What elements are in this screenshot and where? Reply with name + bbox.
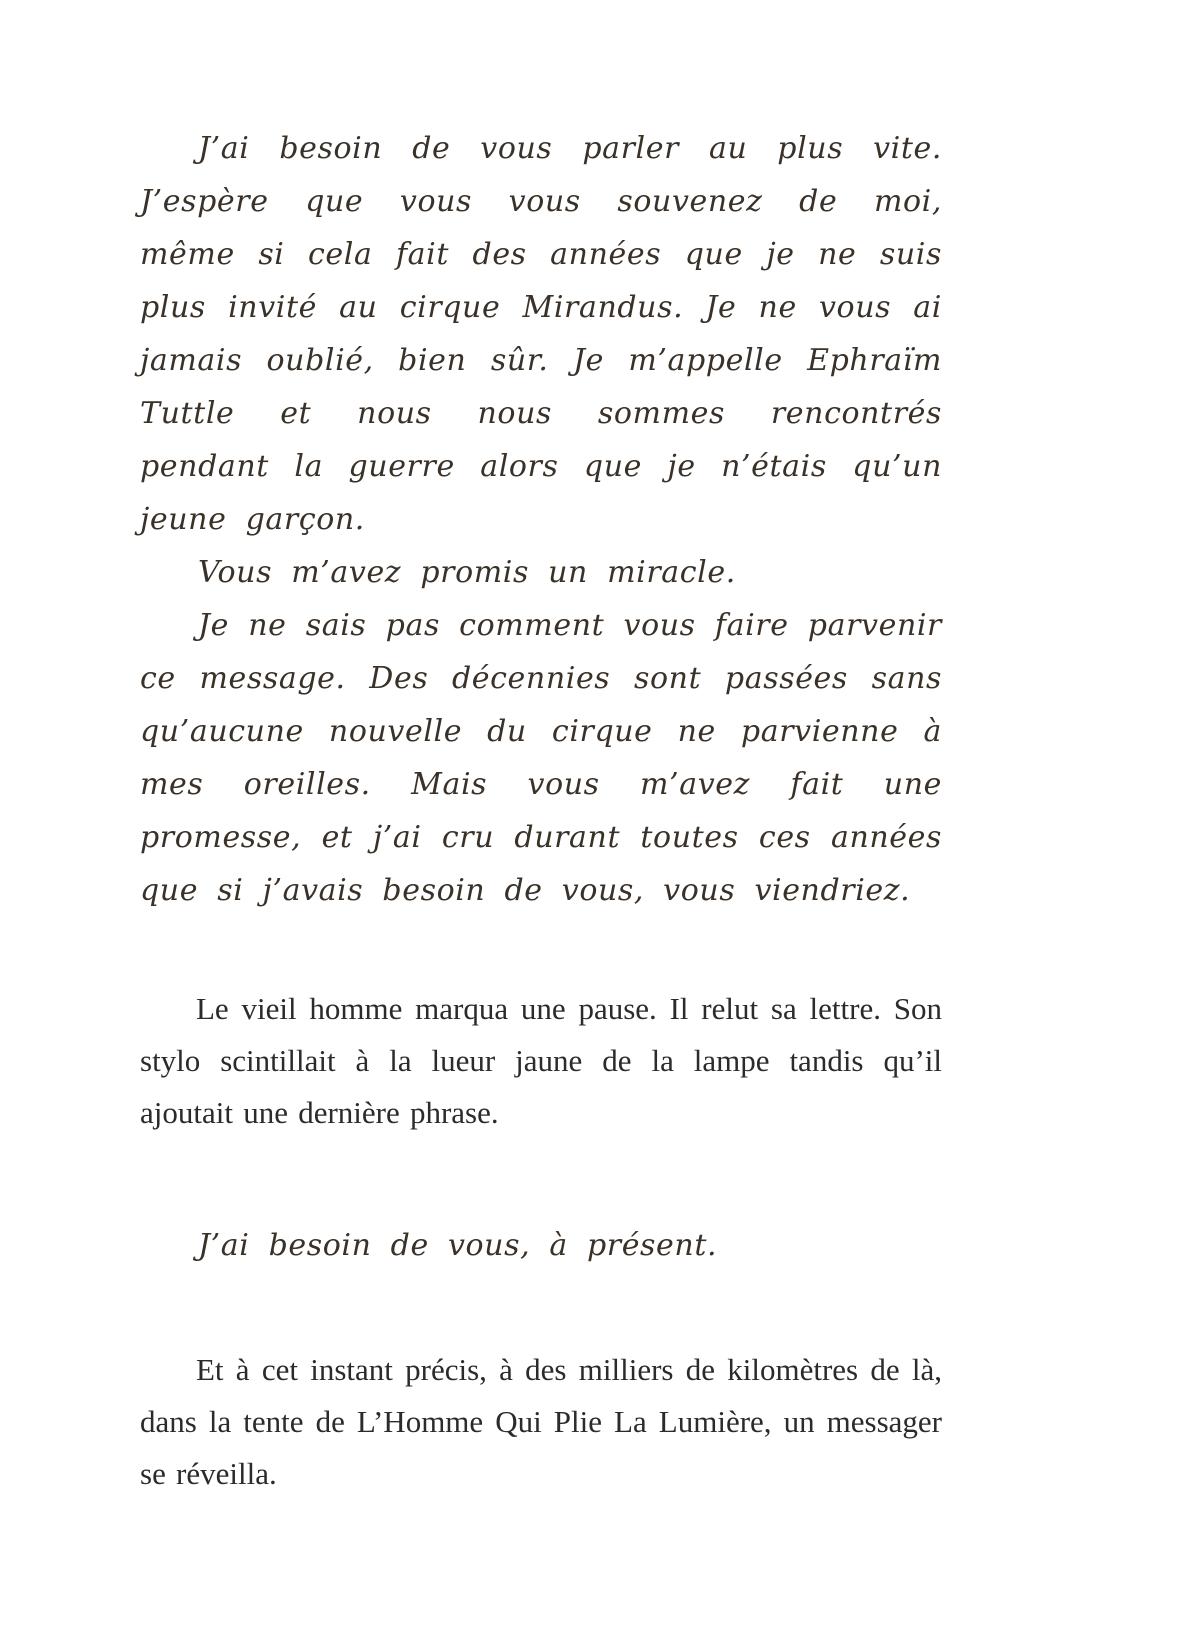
letter-paragraph: J’ai besoin de vous parler au plus vite. J’espère que vous vous souvenez de moi, même si cela fait des années que je ne suis plus invité au cirque Mirandus. Je ne vous ai jamais oublié, bien sûr. Je m’appelle Ephraïm Tuttle et nous nous sommes rencontrés pendant la guerre alors que je n’étais qu’un jeune garçon.	[140, 131, 942, 537]
narrative-paragraph: Le vieil homme marqua une pause. Il relut sa lettre. Son stylo scintillait à la lueur jaune de la lampe tandis qu’il ajoutait une dernière phrase.	[140, 991, 942, 1130]
letter-closing-line: J’ai besoin de vous, à présent.	[198, 1228, 718, 1263]
letter-paragraph: Vous m’avez promis un miracle.	[198, 555, 736, 590]
handwritten-letter	[140, 122, 942, 917]
letter-paragraph: Je ne sais pas comment vous faire parvenir ce message. Des décennies sont passées sans qu’aucune nouvelle du cirque ne parvienne à mes oreilles. Mais vous m’avez fait une promesse, et j’ai cru durant toutes ces années que si j’avais besoin de vous, vous viendriez.	[140, 608, 942, 908]
narrative-paragraph: Et à cet instant précis, à des milliers de kilomètres de là, dans la tente de L’Homme Qui Plie La Lumière, un messager se réveilla.	[140, 1352, 942, 1491]
